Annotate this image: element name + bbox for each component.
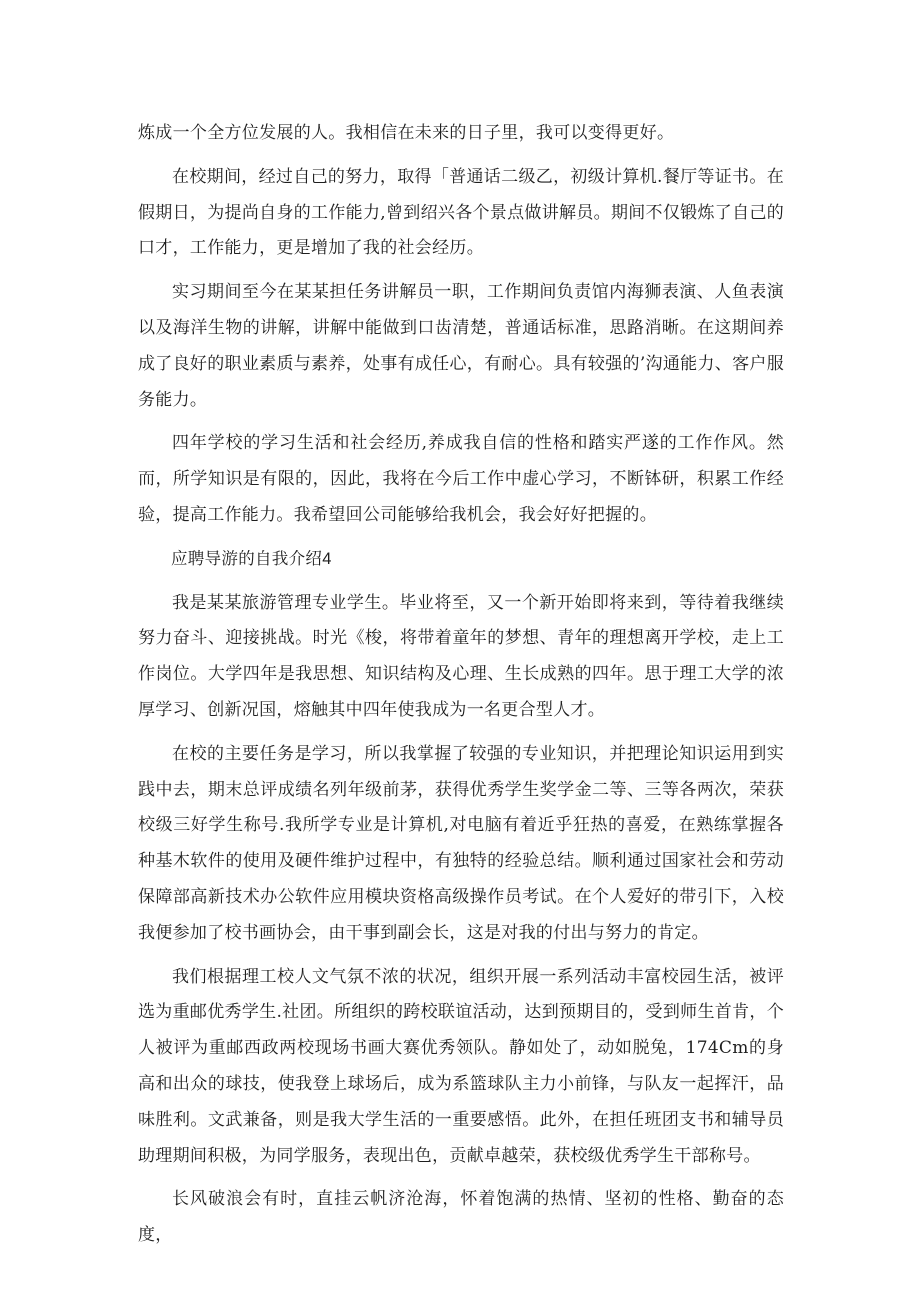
paragraph-5: 我是某某旅游管理专业学生。毕业将至，又一个新开始即将来到，等待着我继续努力奋斗、迎接挑战。时光《梭，将带着童年的梦想、青年的理想离开学校，走上工作岗位。大学四年是我思想、知识结构及心理、生长成熟的四年。思于理工大学的浓厚学习、创新况国，熔触其中四年使我成为一名更合型人才。 <box>138 592 784 720</box>
document-body <box>138 116 784 1262</box>
paragraph-3: 实习期间至今在某某担任务讲解员一职，工作期间负责馆内海狮表演、人鱼表演以及海洋生物的讲解，讲解中能做到口齿清楚，普通话标准，思路消晰。在这期间养成了良好的职业素质与素养，处事有成任心，有耐心。具有较强的’沟通能力、客户服务能力。 <box>138 282 784 410</box>
section-heading: 应聘导游的自我介绍4 <box>171 549 332 568</box>
paragraph-7: 我们根据理工校人文气氛不浓的状况，组织开展一系列活动丰富校园生活，被评选为重邮优秀学生.社团。所组织的跨校联谊活动，达到预期目的，受到师生首肯，个人被评为重邮西政两校现场书画大赛优秀领队。静如处了，动如脱兔，174Cm的身高和出众的球技，使我登上球场后，成为系篮球队主力小前锋，与队友一起挥汗，品味胜利。文武兼备，则是我大学生活的一重要感悟。此外，在担任班团支书和辅导员助理期间积极，为同学服务，表现出色，贡献卓越荣，获校级优秀学生干部称号。 <box>138 966 784 1166</box>
paragraph-4: 四年学校的学习生活和社会经历,养成我自信的性格和踏实严遂的工作作风。然而，所学知识是有限的，因此，我将在今后工作中虚心学习，不断钵研，积累工作经验，提高工作能力。我希望回公司能够给我机会，我会好好把握的。 <box>138 433 784 525</box>
paragraph-8: 长风破浪会有时，直挂云帆济沧海，怀着饱满的热情、坚初的性格、勤奋的态度， <box>138 1189 784 1246</box>
paragraph-6: 在校的主要任务是学习，所以我掌握了较强的专业知识，并把理论知识运用到实践中去，期末总评成绩名列年级前茅，获得优秀学生奖学金二等、三等各两次，荣获校级三好学生称号.我所学专业是计算机,对电脑有着近乎狂热的喜爱，在熟练掌握各种基木软件的使用及硬件维护过程中，有独特的经验总结。顺利通过国家社会和劳动保障部高新技术办公软件应用模块资格高级操作员考试。在个人爱好的带引下，入校我便参加了校书画协会，由干事到副会长，这是对我的付出与努力的肯定。 <box>138 743 784 943</box>
paragraph-1: 炼成一个全方位发展的人。我相信在未来的日子里，我可以变得更好。 <box>138 123 675 143</box>
paragraph-2: 在校期间，经过自己的努力，取得「普通话二级乙，初级计算机.餐厅等证书。在假期日，为提尚自身的工作能力,曾到绍兴各个景点做讲解员。期间不仅锻炼了自己的口才，工作能力，更是增加了我的社会经历。 <box>138 166 784 259</box>
